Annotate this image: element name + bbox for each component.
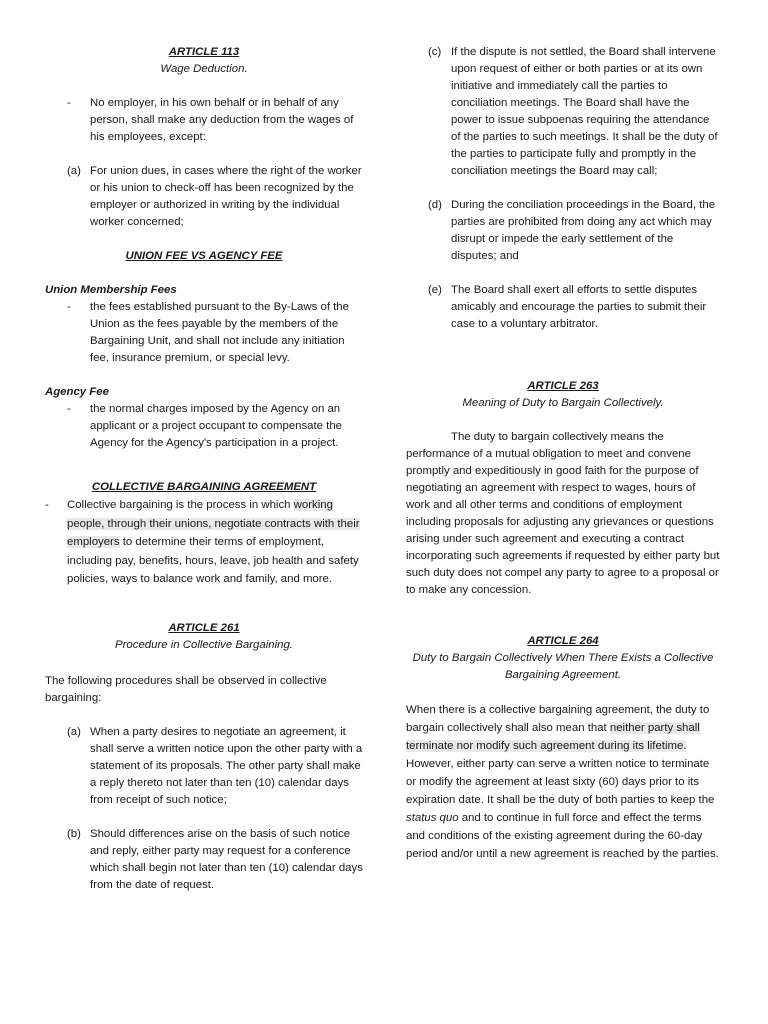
article-113-item-a: (a) For union dues, in cases where the right of the worker or his union to check-off has been recognized by the employer or authorized in writing by the individual worker concerned; [67, 165, 362, 228]
article-263-text: The duty to bargain collectively means the performance of a mutual obligation to meet and convene promptly and expeditiously in good faith for the purpose of negotiating an agreement with respect to wages, hours of work and all other terms and conditions of employment including proposals for adjusting any grievances or questions arising under such agreement and executing a contract incorporating such agreements if requested by either party but such duty does not compel any party to agree to a proposal or to make any concession. [406, 431, 720, 596]
article-113-title: ARTICLE 113 [168, 46, 240, 58]
agency-fee-heading: Agency Fee [45, 386, 109, 398]
fees-section [45, 248, 363, 452]
article-261-item-b: (b) Should differences arise on the basis of such notice and reply, either party may request for a conference which shall begin not later than ten (10) calendar days from the date of request. [67, 827, 363, 891]
article-264-title: ARTICLE 264 [527, 635, 599, 647]
left-column [45, 44, 363, 894]
dash-bullet: - [45, 499, 49, 511]
article-264: ARTICLE 264 Duty to Bargain Collectively When There Exists a Collective Bargaining Agreement. When there is a collective bargaining agreement, the duty to bargain collectively shall also mean that neither party shall terminate nor modify such agreement during its lifetime. However, either party can serve a written notice to terminate or modify the agreement at least sixty (60) days prior to its expiration date. It shall be the duty of both parties to keep the status quo and to continue in full force and effect the terms and conditions of the existing agreement during the 60-day period and/or until a new agreement is reached by the parties. [406, 633, 720, 863]
list-marker: (b) [67, 827, 81, 840]
article-113-intro: - No employer, in his own behalf or in behalf of any person, shall make any deduction from the wages of his employees, except: [67, 97, 354, 143]
dash-bullet: - [67, 403, 71, 415]
dash-bullet: - [67, 97, 71, 109]
list-marker: (d) [428, 199, 442, 211]
article-263: ARTICLE 263 Meaning of Duty to Bargain Collectively. The duty to bargain collectively means the performance of a mutual obligation to meet and convene promptly and expeditiously in good faith for the purpose of negotiating an agreement with respect to wages, hours of work and all other terms and conditions of employment including proposals for adjusting any grievances or questions arising under such agreement and executing a contract incorporating such agreements if requested by either party but such duty does not compel any party to agree to a proposal or to make any concession. [406, 378, 720, 599]
fees-title: UNION FEE VS AGENCY FEE [125, 250, 283, 262]
right-column [406, 44, 720, 863]
cba-title: COLLECTIVE BARGAINING AGREEMENT [91, 481, 317, 493]
article-261-subtitle: Procedure in Collective Bargaining [115, 638, 290, 651]
article-261-item-d: (d) During the conciliation proceedings in the Board, the parties are prohibited from doing any act which may disrupt or impede the early settlement of the disputes; and [428, 199, 716, 262]
article-261-item-e: (e) The Board shall exert all efforts to settle disputes amicably and encourage the parties to submit their case to a voluntary arbitrator. [428, 284, 707, 330]
article-261-item-a: (a) When a party desires to negotiate an agreement, it shall serve a written notice upon the other party with a statement of its proposals. The other party shall make a reply thereto not later than ten (10) calendar days from receipt of such notice; [67, 725, 363, 806]
list-marker: (a) [67, 165, 81, 177]
article-261-item-c: (c) If the dispute is not settled, the Board shall intervene upon request of either or both parties or at its own initiative and immediately call the parties to conciliation meetings. The Board shall have the power to issue subpoenas requiring the attendance of the parties to such meetings. It shall be the duty of the parties to participate fully and promptly in the conciliation meetings the Board may call; [428, 46, 718, 177]
list-marker: (e) [428, 284, 442, 296]
union-fees-heading: Union Membership Fees [45, 284, 177, 296]
status-quo-term: status quo [406, 812, 459, 824]
article-113-subtitle: Wage Deduction [160, 63, 245, 75]
article-261-intro: The following procedures shall be observed in collective bargaining: [45, 674, 327, 704]
highlighted-text: neither party shall terminate nor modify such agreement during its lifetime. [406, 722, 700, 752]
article-263-title: ARTICLE 263 [527, 380, 599, 392]
dash-bullet: - [67, 301, 71, 313]
article-263-subtitle: Meaning of Duty to Bargain Collectively [462, 397, 661, 409]
article-264-text: When there is a collective bargaining agreement, the duty to bargain collectively shall also mean that neither party shall terminate nor modify such agreement during its lifetime. However, either party can serve a written notice to terminate or modify the agreement at least sixty (60) days prior to its expiration date. It shall be the duty of both parties to keep the status quo and to continue in full force and effect the terms and conditions of the existing agreement during the 60-day period and/or until a new agreement is reached by the parties. [406, 704, 719, 860]
article-261: ARTICLE 261 Procedure in Collective Bargaining. The following procedures shall be observed in collective bargaining: (a) When a party desires to negotiate an agreement, it shall serve a written notice upon the other party with a statement of its proposals. The other party shall make a reply thereto not later than ten (10) calendar days from receipt of such notice; (b) Should differences arise on the basis of such notice and reply, either party may request for a conference which shall begin not later than ten (10) calendar days from the date of request. [45, 620, 363, 894]
cba-text: - Collective bargaining is the process in which working people, through their unions, negotiate contracts with their employers to determine their terms of employment, including pay, benefits, hours, leave, job health and safety policies, ways to balance work and family, and more. [45, 496, 363, 589]
highlighted-text: working people, through their unions, negotiate contracts with their employers [67, 499, 360, 548]
cba-section [45, 479, 363, 589]
list-marker: (a) [67, 725, 81, 738]
article-264-subtitle: Duty to Bargain Collectively When There Exists a Collective Bargaining Agreement [412, 652, 714, 681]
agency-fee-text: - the normal charges imposed by the Agency on an applicant or a project occupant to compensate the Agency for the Agency's participation in a project. [67, 403, 343, 449]
article-261-title: ARTICLE 261 [168, 621, 240, 634]
union-fees-text: - the fees established pursuant to the By-Laws of the Union as the fees payable by the members of the Bargaining Unit, and shall not include any initiation fee, insurance premium, or special levy. [67, 301, 349, 364]
list-marker: (c) [428, 46, 442, 58]
article-113: ARTICLE 113 Wage Deduction. - No employer, in his own behalf or in behalf of any person, shall make any deduction from the wages of his employees, except: (a) For union dues, in cases where the right of the worker or his union to check-off has been recognized by the employer or authorized in writing by the individual worker concerned; [45, 44, 363, 231]
